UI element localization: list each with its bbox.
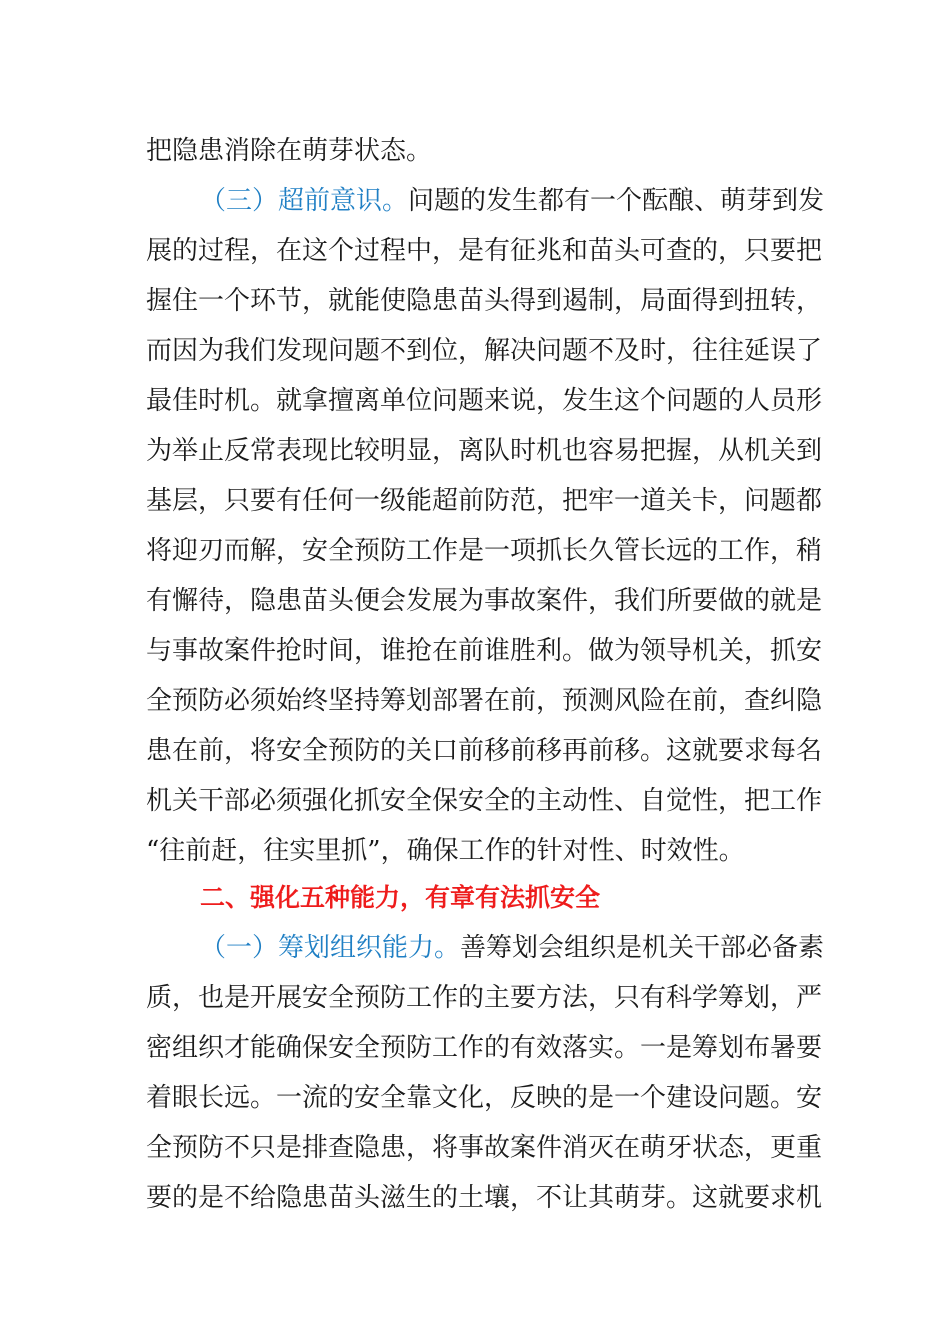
paragraph-line: 将迎刃而解，安全预防工作是一项抓长久管长远的工作，稍 (146, 536, 823, 566)
paragraph-line: 握住一个环节，就能使隐患苗头得到遏制，局面得到扭转， (146, 286, 823, 316)
subheading-three: （三）超前意识。 (200, 186, 409, 216)
paragraph-line: 把隐患消除在萌芽状态。 (146, 136, 433, 166)
paragraph-line: 质，也是开展安全预防工作的主要方法，只有科学筹划，严 (146, 983, 823, 1013)
paragraph-line: 最佳时机。就拿擅离单位问题来说，发生这个问题的人员形 (146, 386, 823, 416)
paragraph-line (200, 923, 825, 973)
paragraph-line: 全预防不只是排查隐患，将事故案件消灭在萌牙状态，更重 (146, 1133, 823, 1163)
paragraph-line: 患在前，将安全预防的关口前移前移再前移。这就要求每名 (146, 736, 823, 766)
paragraph-text: 善筹划会组织是机关干部必备素 (460, 933, 825, 963)
paragraph-line: 着眼长远。一流的安全靠文化，反映的是一个建设问题。安 (146, 1083, 823, 1113)
paragraph-line: 展的过程，在这个过程中，是有征兆和苗头可查的，只要把 (146, 236, 823, 266)
paragraph-text: 问题的发生都有一个酝酿、萌芽到发 (408, 186, 825, 216)
paragraph-line: “往前赶，往实里抓”，确保工作的针对性、时效性。 (146, 836, 745, 866)
paragraph-line: 基层，只要有任何一级能超前防范，把牢一道关卡，问题都 (146, 486, 823, 516)
section-heading: 二、强化五种能力，有章有法抓安全 (200, 883, 601, 912)
paragraph-line: 全预防必须始终坚持筹划部署在前，预测风险在前，查纠隐 (146, 686, 823, 716)
paragraph-line: 机关干部必须强化抓安全保安全的主动性、自觉性，把工作 (146, 786, 823, 816)
paragraph-line: 密组织才能确保安全预防工作的有效落实。一是筹划布暑要 (146, 1033, 823, 1063)
paragraph-line: 为举止反常表现比较明显，离队时机也容易把握，从机关到 (146, 436, 823, 466)
paragraph-line: 与事故案件抢时间，谁抢在前谁胜利。做为领导机关，抓安 (146, 636, 823, 666)
paragraph-line: 要的是不给隐患苗头滋生的土壤，不让其萌芽。这就要求机 (146, 1183, 823, 1213)
paragraph-line: 有懈待，隐患苗头便会发展为事故案件，我们所要做的就是 (146, 586, 823, 616)
subheading-one: （一）筹划组织能力。 (200, 933, 461, 963)
paragraph-line: 而因为我们发现问题不到位，解决问题不及时，往往延误了 (146, 336, 823, 366)
paragraph-line (200, 176, 825, 226)
